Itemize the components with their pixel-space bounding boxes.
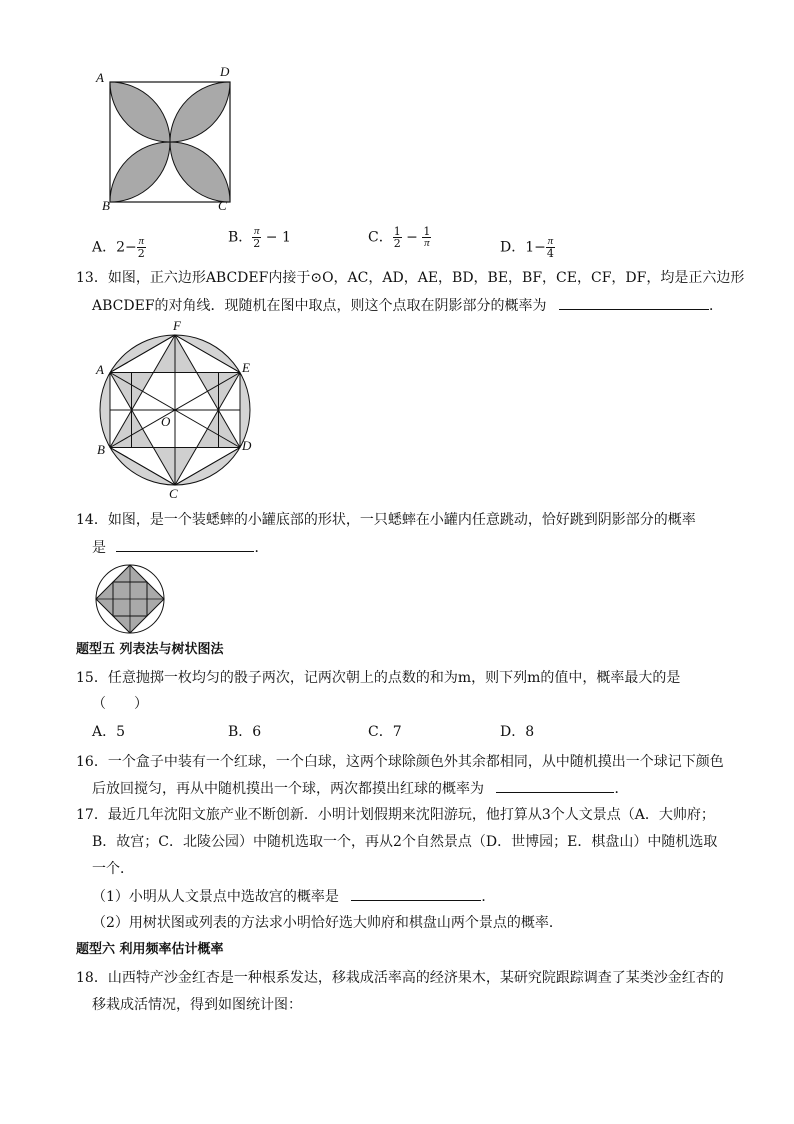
q17-sub2: （2）用树状图或列表的方法求小明恰好选大帅府和棋盘山两个景点的概率．	[92, 915, 563, 931]
q15-option-b: B．6	[228, 724, 262, 740]
point-label-b: B	[102, 198, 110, 213]
section-title: 题型六 利用频率估计概率	[76, 942, 224, 957]
q12-option-d: D．1− $\frac{\pi}{4}$	[500, 235, 554, 260]
point-label-o: O	[161, 414, 171, 429]
q16-line2: 后放回搅匀，再从中随机摸出一个球，两次都摸出红球的概率为 ．	[92, 778, 628, 799]
point-label-a: A	[96, 362, 104, 377]
square-in-circle-figure	[94, 563, 166, 635]
point-label-e: E	[242, 360, 250, 375]
q18-line1: 18．山西特产沙金红杏是一种根系发达，移栽成活率高的经济果木，某研究院跟踪调查了某类沙金红杏的	[76, 970, 724, 986]
q17-line1: 17．最近几年沈阳文旅产业不断创新．小明计划假期来沈阳游玩，他打算从3个人文景点（A．大帅府；	[76, 807, 715, 823]
q15-option-d: D．8	[500, 724, 535, 740]
q17-line2: B．故宫；C．北陵公园）中随机选取一个，再从2个自然景点（D．世博园；E．棋盘山）中随机选取	[92, 834, 718, 850]
point-label-b: B	[97, 442, 105, 457]
answer-blank[interactable]	[496, 778, 614, 793]
point-label-c: C	[169, 486, 178, 501]
section-title: 题型五 列表法与树状图法	[76, 642, 224, 657]
q12-option-c: C． $\frac{1}{2}$ − $\frac{1}{\pi}$	[368, 225, 431, 250]
hexagon-in-circle-figure	[90, 316, 260, 502]
q12-option-b: B． $\frac{\pi}{2}$ − 1	[228, 225, 291, 250]
q16-line1: 16．一个盒子中装有一个红球，一个白球，这两个球除颜色外其余都相同，从中随机摸出一个球记下颜色	[76, 754, 724, 770]
point-label-d: D	[220, 64, 230, 79]
q14-line2: 是 ．	[92, 537, 268, 558]
point-label-a: A	[96, 70, 104, 85]
q15-line1: 15．任意抛掷一枚均匀的骰子两次，记两次朝上的点数的和为m，则下列m的值中，概率最大的是	[76, 670, 681, 686]
point-label-d: D	[242, 438, 252, 453]
q18-line2: 移栽成活情况，得到如图统计图：	[92, 997, 302, 1013]
answer-blank[interactable]	[559, 295, 709, 310]
point-label-f: F	[173, 318, 181, 333]
answer-blank[interactable]	[351, 886, 481, 901]
q12-option-a: A．2− $\frac{\pi}{2}$	[92, 235, 145, 260]
q15-option-c: C．7	[368, 724, 402, 740]
q17-line3: 一个．	[92, 861, 134, 877]
q13-line1: 13．如图，正六边形ABCDEF内接于⊙O，AC，AD，AE，BD，BE，BF，CE，CF，DF，均是正六边形	[76, 270, 745, 286]
q14-line1: 14．如图，是一个装蟋蟀的小罐底部的形状，一只蟋蟀在小罐内任意跳动，恰好跳到阴影部分的概率	[76, 512, 696, 528]
point-label-c: C	[218, 198, 227, 213]
q15-option-a: A．5	[92, 724, 126, 740]
answer-blank[interactable]	[116, 537, 254, 552]
q13-line2: ABCDEF的对角线．现随机在图中取点，则这个点取在阴影部分的概率为 ．	[92, 295, 723, 316]
q17-sub1: （1）小明从人文景点中选故宫的概率是 ．	[92, 886, 495, 907]
q15-paren: （ ）	[92, 696, 148, 712]
